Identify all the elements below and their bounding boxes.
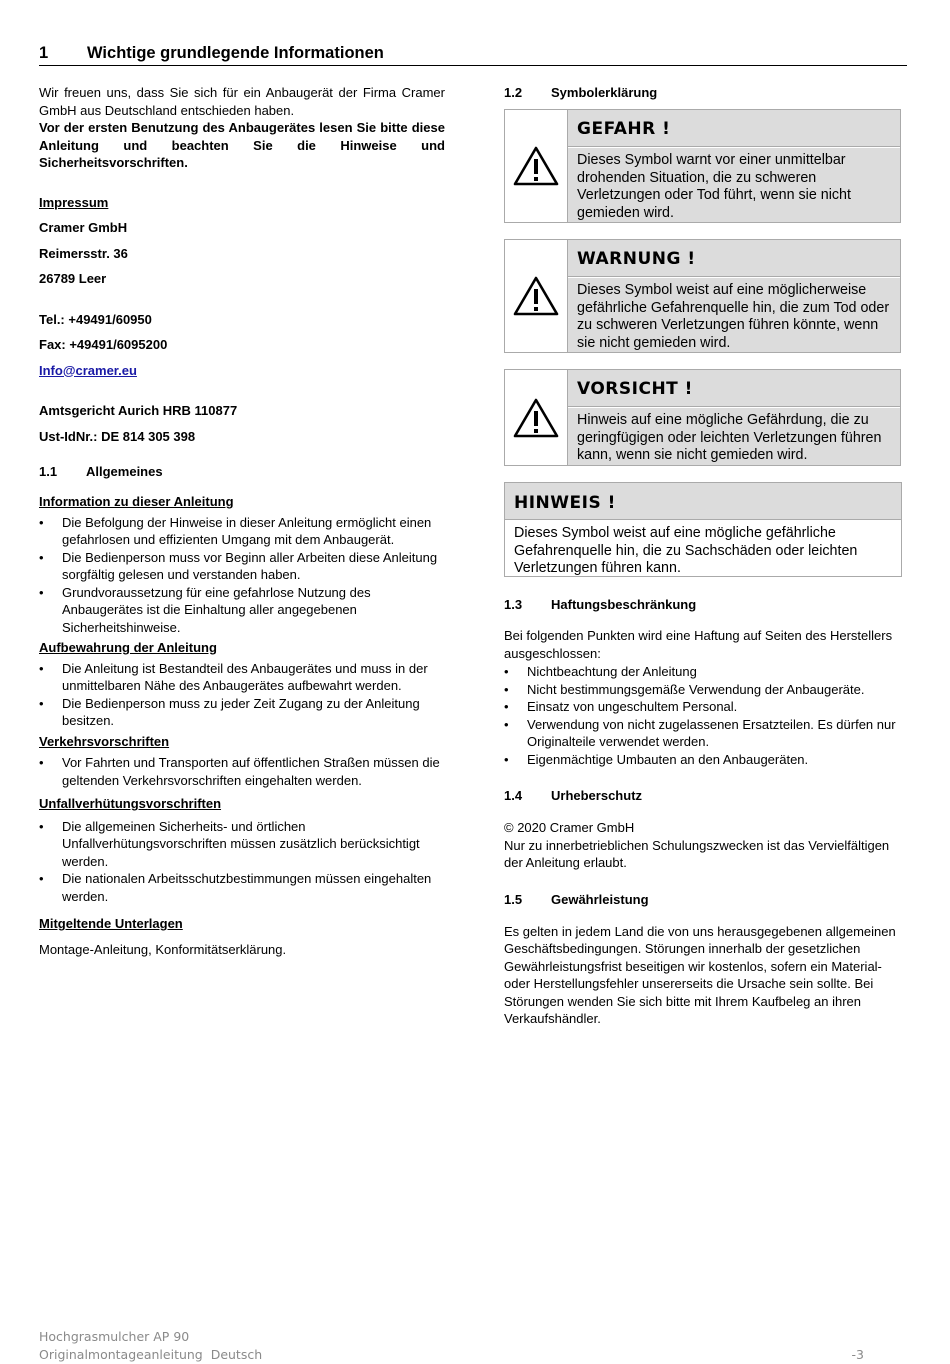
list-item: • Die Befolgung der Hinweise in dieser Anleitung ermöglicht einen gefahrlosen und effizienten Umgang mit dem Anbaugerät.: [39, 514, 445, 549]
chapter-title: Wichtige grundlegende Informationen: [87, 44, 384, 62]
docs-text: Montage-Anleitung, Konformitätserklärung.: [39, 941, 287, 957]
vorsicht-text: Hinweis auf eine mögliche Gefährdung, die zu geringfügigen oder leichten Verletzungen führen kann, wenn sie nicht gemieden wird.: [568, 408, 900, 465]
right-column: [504, 84, 908, 102]
right-column-lower: [504, 596, 908, 1028]
warranty-text: Es gelten in jedem Land die von uns herausgegebenen allgemeinen Geschäftsbedingungen. Störungen innerhalb der gesetzlichen Gewährleistungsfrist beseitigen wir kostenlos, sofern ein Material- oder Herstellungsfehler unsererseits die Ursache sein sollte. Bei Störungen wenden Sie sich bitte mit Ihrem Kaufbeleg an ihren Verkaufshändler.: [504, 923, 896, 1026]
list-item: • Die nationalen Arbeitsschutzbestimmungen müssen eingehalten werden.: [39, 870, 445, 905]
warnung-text: Dieses Symbol weist auf eine möglicherweise gefährliche Gefahrenquelle hin, die zum Tod oder zu schweren Verletzungen führen könnte, wenn sie nicht gemieden wird.: [568, 278, 900, 352]
chapter-number: 1: [39, 44, 49, 62]
storage-title: Aufbewahrung der Anleitung: [39, 640, 217, 655]
accident-list: [39, 818, 445, 906]
section-heading-1-4: [504, 787, 908, 805]
section-number: 1.5: [504, 891, 523, 907]
section-number: 1.1: [39, 464, 58, 479]
list-item: • Eigenmächtige Umbauten an den Anbaugeräten.: [504, 751, 908, 769]
section-title: Symbolerklärung: [551, 85, 658, 100]
warning-triangle-icon: [505, 370, 568, 465]
warning-triangle-icon: [505, 110, 568, 222]
list-item: • Grundvoraussetzung für eine gefahrlose Nutzung des Anbaugerätes ist die Einhaltung aller angegebenen Sicherheitshinweise.: [39, 584, 445, 637]
warnung-title: WARNUNG !: [568, 240, 900, 277]
left-column: [39, 84, 445, 958]
email-link[interactable]: Info@cramer.eu: [39, 362, 137, 378]
company-tel: Tel.: +49491/60950: [39, 311, 152, 327]
list-item: • Vor Fahrten und Transporten auf öffentlichen Straßen müssen die geltenden Verkehrsvorschriften eingehalten werden.: [39, 754, 445, 789]
list-item: • Einsatz von ungeschultem Personal.: [504, 698, 908, 716]
section-number: 1.2: [504, 85, 523, 100]
docs-title: Mitgeltende Unterlagen: [39, 916, 183, 931]
intro-bold-text: Vor der ersten Benutzung des Anbaugerätes lesen Sie bitte diese Anleitung und beachten Sie die Hinweise und Sicherheitsvorschriften.: [39, 120, 445, 170]
impressum-title: Impressum: [39, 194, 109, 210]
section-heading-1-5: [504, 891, 908, 909]
vat-id: Ust-IdNr.: DE 814 305 398: [39, 428, 196, 444]
section-title: Haftungsbeschränkung: [551, 597, 697, 612]
list-item: • Die Bedienperson muss zu jeder Zeit Zugang zu der Anleitung besitzen.: [39, 695, 445, 730]
hinweis-text: Dieses Symbol weist auf eine mögliche gefährliche Gefahrenquelle hin, die zu Sachschäden oder leichten Verletzungen führen kann.: [514, 525, 858, 576]
list-item: • Nicht bestimmungsgemäße Verwendung der Anbaugeräte.: [504, 681, 908, 699]
traffic-title: Verkehrsvorschriften: [39, 733, 170, 749]
gefahr-box: [504, 109, 901, 223]
vorsicht-box: [504, 369, 901, 466]
intro-text: Wir freuen uns, dass Sie sich für ein Anbaugerät der Firma Cramer GmbH aus Deutschland entschieden haben.: [39, 85, 445, 118]
accident-title: Unfallverhütungsvorschriften: [39, 796, 222, 811]
section-title: Urheberschutz: [551, 788, 643, 803]
court-registration: Amtsgericht Aurich HRB 110877: [39, 403, 238, 418]
company-street: Reimersstr. 36: [39, 245, 128, 261]
warning-triangle-icon: [505, 240, 568, 352]
page-number: -3: [851, 1347, 864, 1362]
list-item: • Die Anleitung ist Bestandteil des Anbaugerätes und muss in der unmittelbaren Nähe des Anbaugerätes aufbewahrt werden.: [39, 660, 445, 695]
gefahr-text: Dieses Symbol warnt vor einer unmittelbar drohenden Situation, die zu schweren Verletzungen oder Tod führt, wenn sie nicht gemieden wird.: [568, 148, 900, 222]
section-heading-1-2: [504, 84, 908, 102]
storage-list: [39, 660, 445, 730]
list-item: • Die allgemeinen Sicherheits- und örtlichen Unfallverhütungsvorschriften müssen zusätzlich berücksichtigt werden.: [39, 818, 445, 871]
page-footer: [39, 1328, 869, 1364]
footer-doc-type: Originalmontageanleitung Deutsch: [39, 1347, 263, 1362]
company-fax: Fax: +49491/6095200: [39, 337, 168, 352]
vorsicht-title: VORSICHT !: [568, 370, 900, 407]
hinweis-title: HINWEIS !: [505, 483, 901, 520]
traffic-list: [39, 754, 445, 789]
section-number: 1.3: [504, 597, 523, 612]
copyright: © 2020 Cramer GmbH: [504, 820, 635, 835]
section-title: Allgemeines: [86, 464, 163, 479]
chapter-heading: [39, 44, 907, 66]
company-city: 26789 Leer: [39, 271, 107, 286]
copyright-text: Nur zu innerbetrieblichen Schulungszwecken ist das Vervielfältigen der Anleitung erlaubt.: [504, 837, 890, 870]
company-name: Cramer GmbH: [39, 220, 128, 235]
liability-intro: Bei folgenden Punkten wird eine Haftung auf Seiten des Herstellers ausgeschlossen:: [504, 628, 893, 661]
info-title: Information zu dieser Anleitung: [39, 494, 234, 509]
info-list: [39, 514, 445, 637]
list-item: • Die Bedienperson muss vor Beginn aller Arbeiten diese Anleitung sorgfältig gelesen und verstanden haben.: [39, 549, 445, 584]
section-title: Gewährleistung: [551, 891, 649, 907]
section-number: 1.4: [504, 788, 523, 803]
section-heading-1-1: [39, 463, 445, 481]
section-heading-1-3: [504, 596, 908, 614]
gefahr-title: GEFAHR !: [568, 110, 900, 147]
footer-product: Hochgrasmulcher AP 90: [39, 1329, 190, 1344]
liability-list: [504, 663, 908, 768]
hinweis-box: [504, 482, 902, 577]
list-item: • Nichtbeachtung der Anleitung: [504, 663, 908, 681]
warnung-box: [504, 239, 901, 353]
list-item: • Verwendung von nicht zugelassenen Ersatzteilen. Es dürfen nur Originalteile verwendet werden.: [504, 716, 908, 751]
